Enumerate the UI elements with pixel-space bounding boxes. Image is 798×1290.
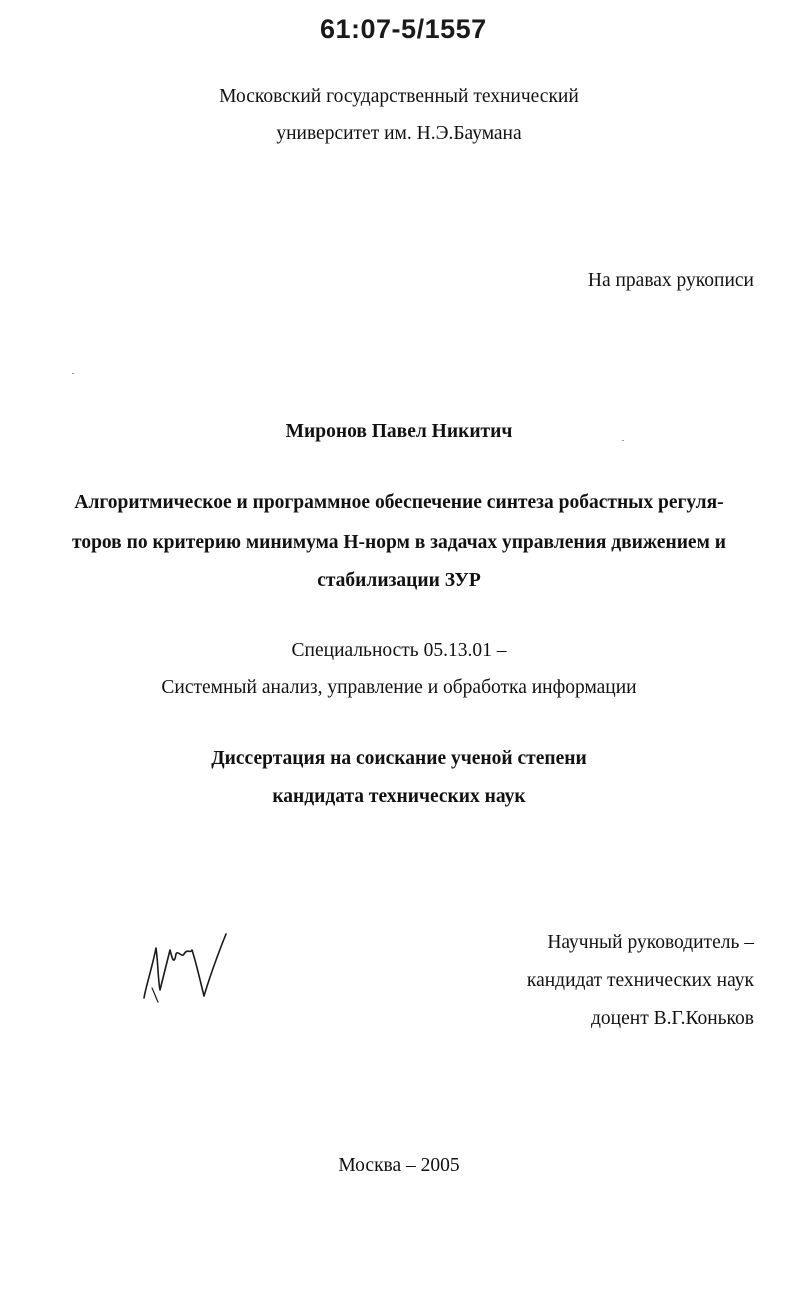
archive-stamp-number: 61:07-5/1557 [320,14,487,44]
institution-line-1: Московский государственный технический [219,86,579,107]
scan-speck [72,373,74,374]
degree-line-2: кандидата технических наук [272,786,526,807]
advisor-name: доцент В.Г.Коньков [591,1008,754,1029]
title-line-2: торов по критерию минимума Н-норм в задачах управления движением и [72,532,726,553]
title-line-3: стабилизации ЗУР [317,570,481,591]
advisor-role: Научный руководитель – [547,932,754,953]
advisor-degree: кандидат технических наук [526,970,754,991]
author-name: Миронов Павел Никитич [285,421,513,442]
specialty-code: Специальность 05.13.01 – [291,640,507,661]
title-line-1: Алгоритмическое и программное обеспечение синтеза робастных регуля- [74,492,724,513]
specialty-name: Системный анализ, управление и обработка информации [161,677,637,698]
author-signature [138,928,238,1008]
degree-line-1: Диссертация на соискание ученой степени [211,748,587,769]
rights-note: На правах рукописи [587,270,754,291]
institution-line-2: университет им. Н.Э.Баумана [276,123,522,144]
place-and-year: Москва – 2005 [338,1155,460,1176]
